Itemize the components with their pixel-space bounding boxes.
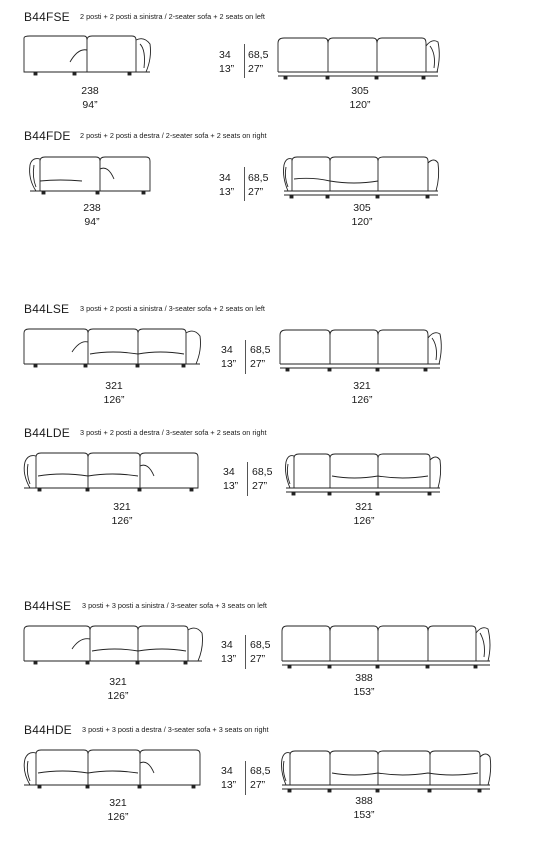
depth-inch: 13” [223, 480, 239, 492]
back-width-inch: 126” [353, 515, 375, 527]
height-dimension [248, 171, 268, 199]
height-cm: 68,5 [250, 765, 271, 777]
front-width-cm: 238 [83, 202, 101, 214]
back-view-drawing [282, 626, 490, 668]
height-cm: 68,5 [248, 49, 269, 61]
dimension-divider [245, 340, 246, 374]
depth-cm: 34 [221, 344, 233, 356]
back-width-cm: 321 [355, 501, 373, 513]
back-width-cm: 388 [355, 795, 373, 807]
dimension-divider [245, 761, 246, 795]
depth-inch: 13” [221, 653, 237, 665]
depth-cm: 34 [219, 49, 231, 61]
front-width-inch: 126” [107, 690, 129, 702]
model-description: 2 posti + 2 posti a sinistra / 2-seater sofa + 2 seats on left [80, 12, 265, 21]
back-width-inch: 120” [349, 99, 371, 111]
sofa-section-b44lde [0, 426, 535, 536]
model-description: 3 posti + 3 posti a sinistra / 3-seater sofa + 3 seats on left [82, 601, 267, 610]
dimension-divider [245, 635, 246, 669]
front-width-cm: 321 [113, 501, 131, 513]
front-width [98, 796, 138, 824]
height-dimension [250, 638, 270, 666]
front-width-cm: 321 [109, 797, 127, 809]
depth-cm: 34 [221, 639, 233, 651]
sofa-section-b44hse [0, 599, 535, 709]
front-width [94, 379, 134, 407]
front-width-cm: 321 [105, 380, 123, 392]
model-description: 3 posti + 3 posti a destra / 3-seater sofa + 3 seats on right [82, 725, 269, 734]
height-cm: 68,5 [250, 344, 271, 356]
dimension-divider [244, 167, 245, 201]
model-code: B44HDE [24, 723, 72, 737]
height-cm: 68,5 [248, 172, 269, 184]
front-view-drawing [24, 36, 151, 75]
front-width-cm: 321 [109, 676, 127, 688]
front-view-drawing [24, 750, 200, 788]
front-width-inch: 94” [84, 216, 100, 228]
depth-cm: 34 [219, 172, 231, 184]
depth-dimension [223, 465, 238, 493]
height-inch: 27” [250, 653, 266, 665]
model-code: B44LDE [24, 426, 70, 440]
dimension-divider [244, 44, 245, 78]
depth-dimension [221, 638, 236, 666]
model-description: 3 posti + 2 posti a sinistra / 3-seater sofa + 2 seats on left [80, 304, 265, 313]
front-width-inch: 94” [82, 99, 98, 111]
front-width [70, 84, 110, 112]
height-inch: 27” [248, 186, 264, 198]
sofa-section-b44lse [0, 302, 535, 412]
back-width-inch: 126” [351, 394, 373, 406]
back-view-drawing [280, 330, 441, 371]
back-view-drawing [286, 454, 441, 495]
back-width [344, 671, 384, 699]
front-width-inch: 126” [111, 515, 133, 527]
depth-inch: 13” [221, 779, 237, 791]
model-code: B44LSE [24, 302, 70, 316]
sofa-section-b44fde [0, 129, 535, 239]
model-code: B44HSE [24, 599, 72, 613]
depth-dimension [219, 48, 234, 76]
back-width-cm: 388 [355, 672, 373, 684]
front-width-inch: 126” [103, 394, 125, 406]
back-view-drawing [278, 38, 439, 79]
dimension-divider [247, 462, 248, 496]
height-dimension [252, 465, 272, 493]
depth-dimension [221, 343, 236, 371]
depth-dimension [219, 171, 234, 199]
front-view-drawing [24, 453, 198, 491]
sofa-section-b44fse [0, 10, 535, 120]
front-width-inch: 126” [107, 811, 129, 823]
back-view-drawing [284, 157, 439, 198]
back-width-cm: 321 [353, 380, 371, 392]
back-width-cm: 305 [353, 202, 371, 214]
model-code: B44FDE [24, 129, 71, 143]
back-width [340, 84, 380, 112]
back-width-inch: 120” [351, 216, 373, 228]
height-cm: 68,5 [250, 639, 271, 651]
back-width [342, 201, 382, 229]
depth-inch: 13” [219, 186, 235, 198]
height-dimension [248, 48, 268, 76]
front-view-drawing [24, 329, 201, 367]
height-cm: 68,5 [252, 466, 273, 478]
height-dimension [250, 764, 270, 792]
depth-inch: 13” [219, 63, 235, 75]
back-width [342, 379, 382, 407]
back-width [344, 500, 384, 528]
depth-dimension [221, 764, 236, 792]
depth-cm: 34 [223, 466, 235, 478]
height-inch: 27” [252, 480, 268, 492]
depth-cm: 34 [221, 765, 233, 777]
front-view-drawing [24, 626, 203, 664]
front-width [72, 201, 112, 229]
back-width-cm: 305 [351, 85, 369, 97]
model-description: 2 posti + 2 posti a destra / 2-seater sofa + 2 seats on right [80, 131, 267, 140]
front-view-drawing [30, 157, 150, 194]
height-dimension [250, 343, 270, 371]
model-code: B44FSE [24, 10, 70, 24]
depth-inch: 13” [221, 358, 237, 370]
back-width-inch: 153” [353, 686, 375, 698]
front-width [102, 500, 142, 528]
sofa-section-b44hde [0, 723, 535, 833]
model-description: 3 posti + 2 posti a destra / 3-seater sofa + 2 seats on right [80, 428, 267, 437]
height-inch: 27” [250, 779, 266, 791]
back-view-drawing [282, 751, 491, 792]
back-width-inch: 153” [353, 809, 375, 821]
height-inch: 27” [250, 358, 266, 370]
front-width [98, 675, 138, 703]
front-width-cm: 238 [81, 85, 99, 97]
height-inch: 27” [248, 63, 264, 75]
back-width [344, 794, 384, 822]
